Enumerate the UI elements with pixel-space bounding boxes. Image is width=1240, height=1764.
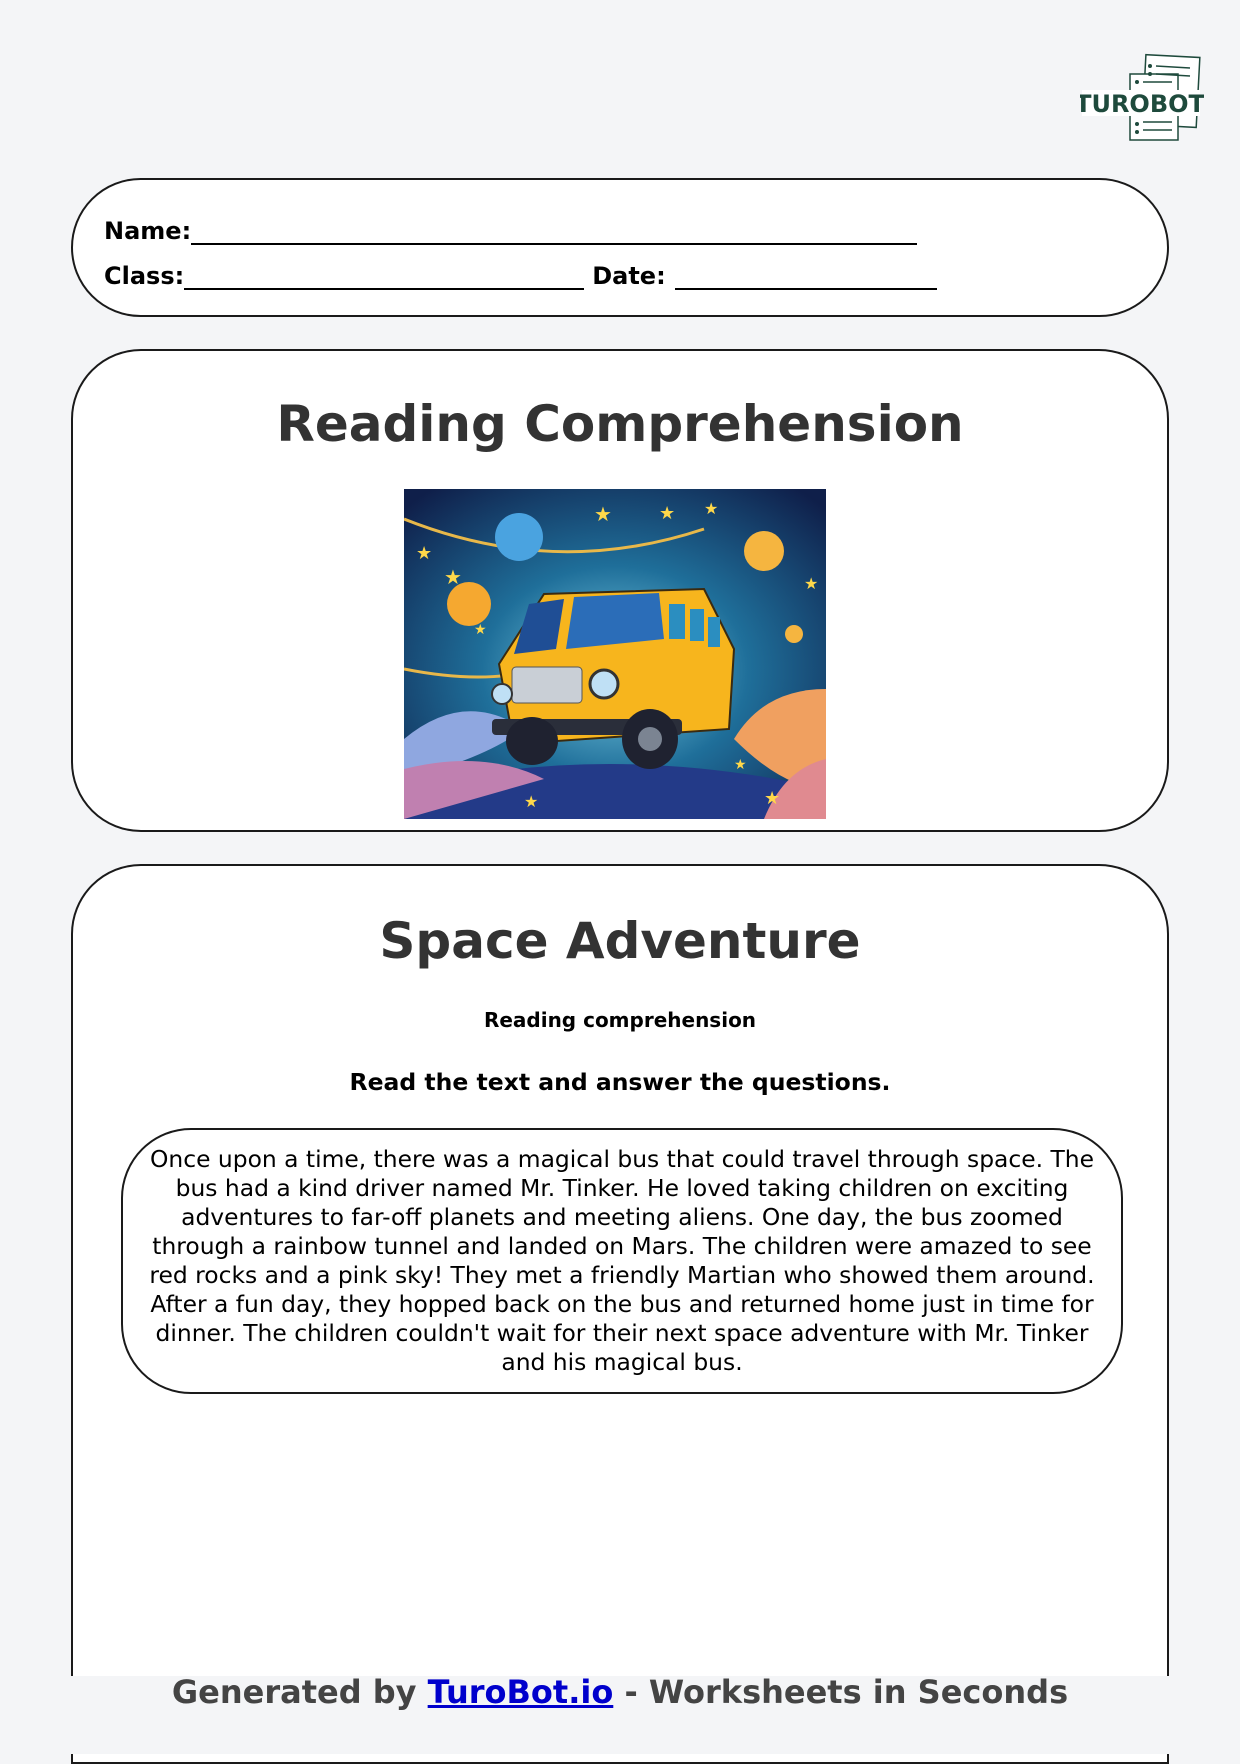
- date-label: Date:: [592, 262, 666, 290]
- name-field[interactable]: [191, 217, 917, 245]
- date-field[interactable]: [675, 262, 937, 290]
- class-field[interactable]: [184, 262, 584, 290]
- footer: [0, 1673, 1240, 1711]
- svg-text:TUROBOT: TUROBOT: [1080, 90, 1204, 118]
- passage-card: [71, 864, 1169, 1764]
- svg-text:★: ★: [804, 574, 819, 593]
- instruction: Read the text and answer the questions.: [349, 1068, 891, 1096]
- passage-box: [121, 1128, 1123, 1394]
- svg-text:★: ★: [594, 502, 612, 526]
- svg-text:★: ★: [659, 503, 676, 524]
- worksheet-title: Reading Comprehension: [276, 395, 964, 453]
- footer-prefix: Generated by: [171, 1673, 428, 1711]
- student-info-card: [71, 178, 1169, 317]
- footer-suffix: - Worksheets in Seconds: [613, 1673, 1069, 1711]
- svg-text:★: ★: [524, 792, 539, 811]
- svg-text:★: ★: [474, 622, 487, 638]
- svg-text:★: ★: [764, 788, 781, 809]
- passage-text: Once upon a time, there was a magical bus that could travel through space. The bus had a kind driver named Mr. Tinker. He loved taking children on exciting adventures to far-off planets and meeting aliens. One day, the bus zoomed through a rainbow tunnel and landed on Mars. The children were amazed to see red rocks and a pink sky! They met a friendly Martian who showed them around. After a fun day, they hopped back on the bus and returned home just in time for dinner. The children couldn't wait for their next space adventure with Mr. Tinker and his magical bus.: [149, 1145, 1095, 1376]
- space-bus-illustration: [404, 489, 826, 819]
- turobot-link[interactable]: TuroBot.io: [427, 1673, 614, 1711]
- worksheet-pages-icon: [1080, 52, 1204, 142]
- story-title: Space Adventure: [379, 912, 861, 970]
- turobot-logo: [1080, 52, 1204, 142]
- svg-text:★: ★: [734, 757, 747, 773]
- class-label: Class:: [104, 262, 185, 290]
- svg-text:★: ★: [444, 565, 462, 589]
- svg-text:★: ★: [416, 543, 433, 564]
- subtitle: Reading comprehension: [483, 1008, 757, 1032]
- title-card: [71, 349, 1169, 832]
- name-label: Name:: [104, 217, 192, 245]
- svg-text:★: ★: [704, 499, 719, 518]
